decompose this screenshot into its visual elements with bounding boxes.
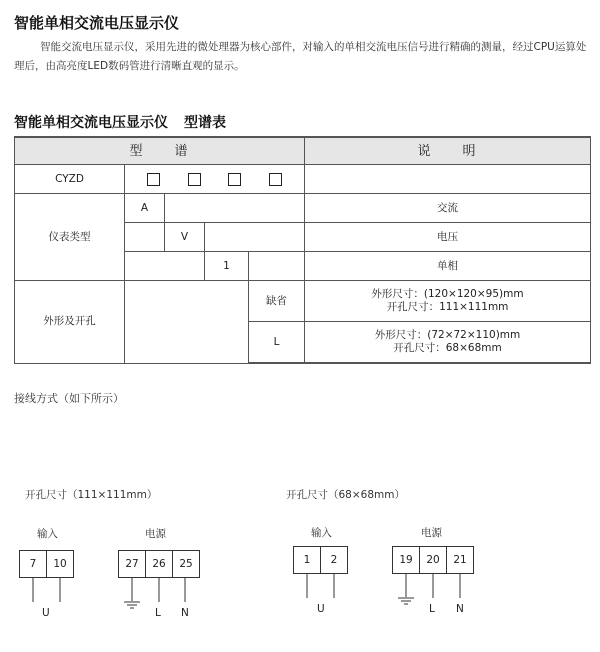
page-title: 智能单相交流电压显示仪 <box>14 14 180 32</box>
left-cutout-label: 开孔尺寸（111×111mm） <box>25 489 158 501</box>
intro-paragraph: 智能交流电压显示仪，采用先进的微处理器为核心部件，对输入的单相交流电压信号进行精确的测量，经过CPU运算处理后，由高亮度LED数码管进行清晰直观的显示。 <box>14 41 587 72</box>
terminal: 21 <box>453 554 467 566</box>
code-1: 1 <box>205 252 249 281</box>
right-input-pin-label: U <box>317 603 325 615</box>
terminal: 10 <box>53 558 67 570</box>
terminal: 19 <box>393 547 420 573</box>
desc-cutout-size: 开孔尺寸：111×111mm <box>386 301 509 313</box>
desc-outline-size: 外形尺寸：(72×72×110)mm <box>374 329 521 341</box>
code-default: 缺省 <box>249 281 305 322</box>
desc-ac: 交流 <box>305 194 591 223</box>
desc-single-phase: 单相 <box>305 252 591 281</box>
terminal: 2 <box>330 554 338 566</box>
model-code: CYZD <box>15 165 125 194</box>
table-title-sub: 型谱表 <box>184 115 226 131</box>
terminal: 25 <box>179 558 193 570</box>
ground-icon <box>398 598 414 604</box>
left-input-pin-label: U <box>42 607 50 619</box>
table-title-main: 智能单相交流电压显示仪 <box>14 115 168 131</box>
terminal: 26 <box>146 551 173 577</box>
terminal: 20 <box>420 547 447 573</box>
desc-cutout-size: 开孔尺寸：68×68mm <box>393 342 502 354</box>
left-power-label: 电源 <box>145 528 166 540</box>
wiring-title: 接线方式（如下所示） <box>14 392 124 405</box>
desc-voltage: 电压 <box>305 223 591 252</box>
meter-type-label: 仪表类型 <box>15 194 125 281</box>
ground-icon <box>124 602 140 608</box>
right-power-label: 电源 <box>421 527 442 539</box>
code-l: L <box>249 322 305 364</box>
desc-outline-size: 外形尺寸：(120×120×95)mm <box>371 288 524 300</box>
code-v: V <box>165 223 205 252</box>
left-power-pin-label: L <box>155 607 161 619</box>
header-model: 型 谱 <box>15 137 305 165</box>
right-input-label: 输入 <box>311 527 332 539</box>
right-cutout-label: 开孔尺寸（68×68mm） <box>286 489 405 501</box>
left-power-pin-label: N <box>181 607 189 619</box>
right-power-pin-label: L <box>429 603 435 615</box>
right-power-pin-label: N <box>456 603 464 615</box>
terminal: 1 <box>294 547 321 573</box>
left-input-label: 输入 <box>37 528 58 540</box>
terminal: 7 <box>20 551 47 577</box>
header-description: 说 明 <box>305 137 591 165</box>
shape-label: 外形及开孔 <box>15 281 125 364</box>
code-a: A <box>125 194 165 223</box>
terminal: 27 <box>119 551 146 577</box>
